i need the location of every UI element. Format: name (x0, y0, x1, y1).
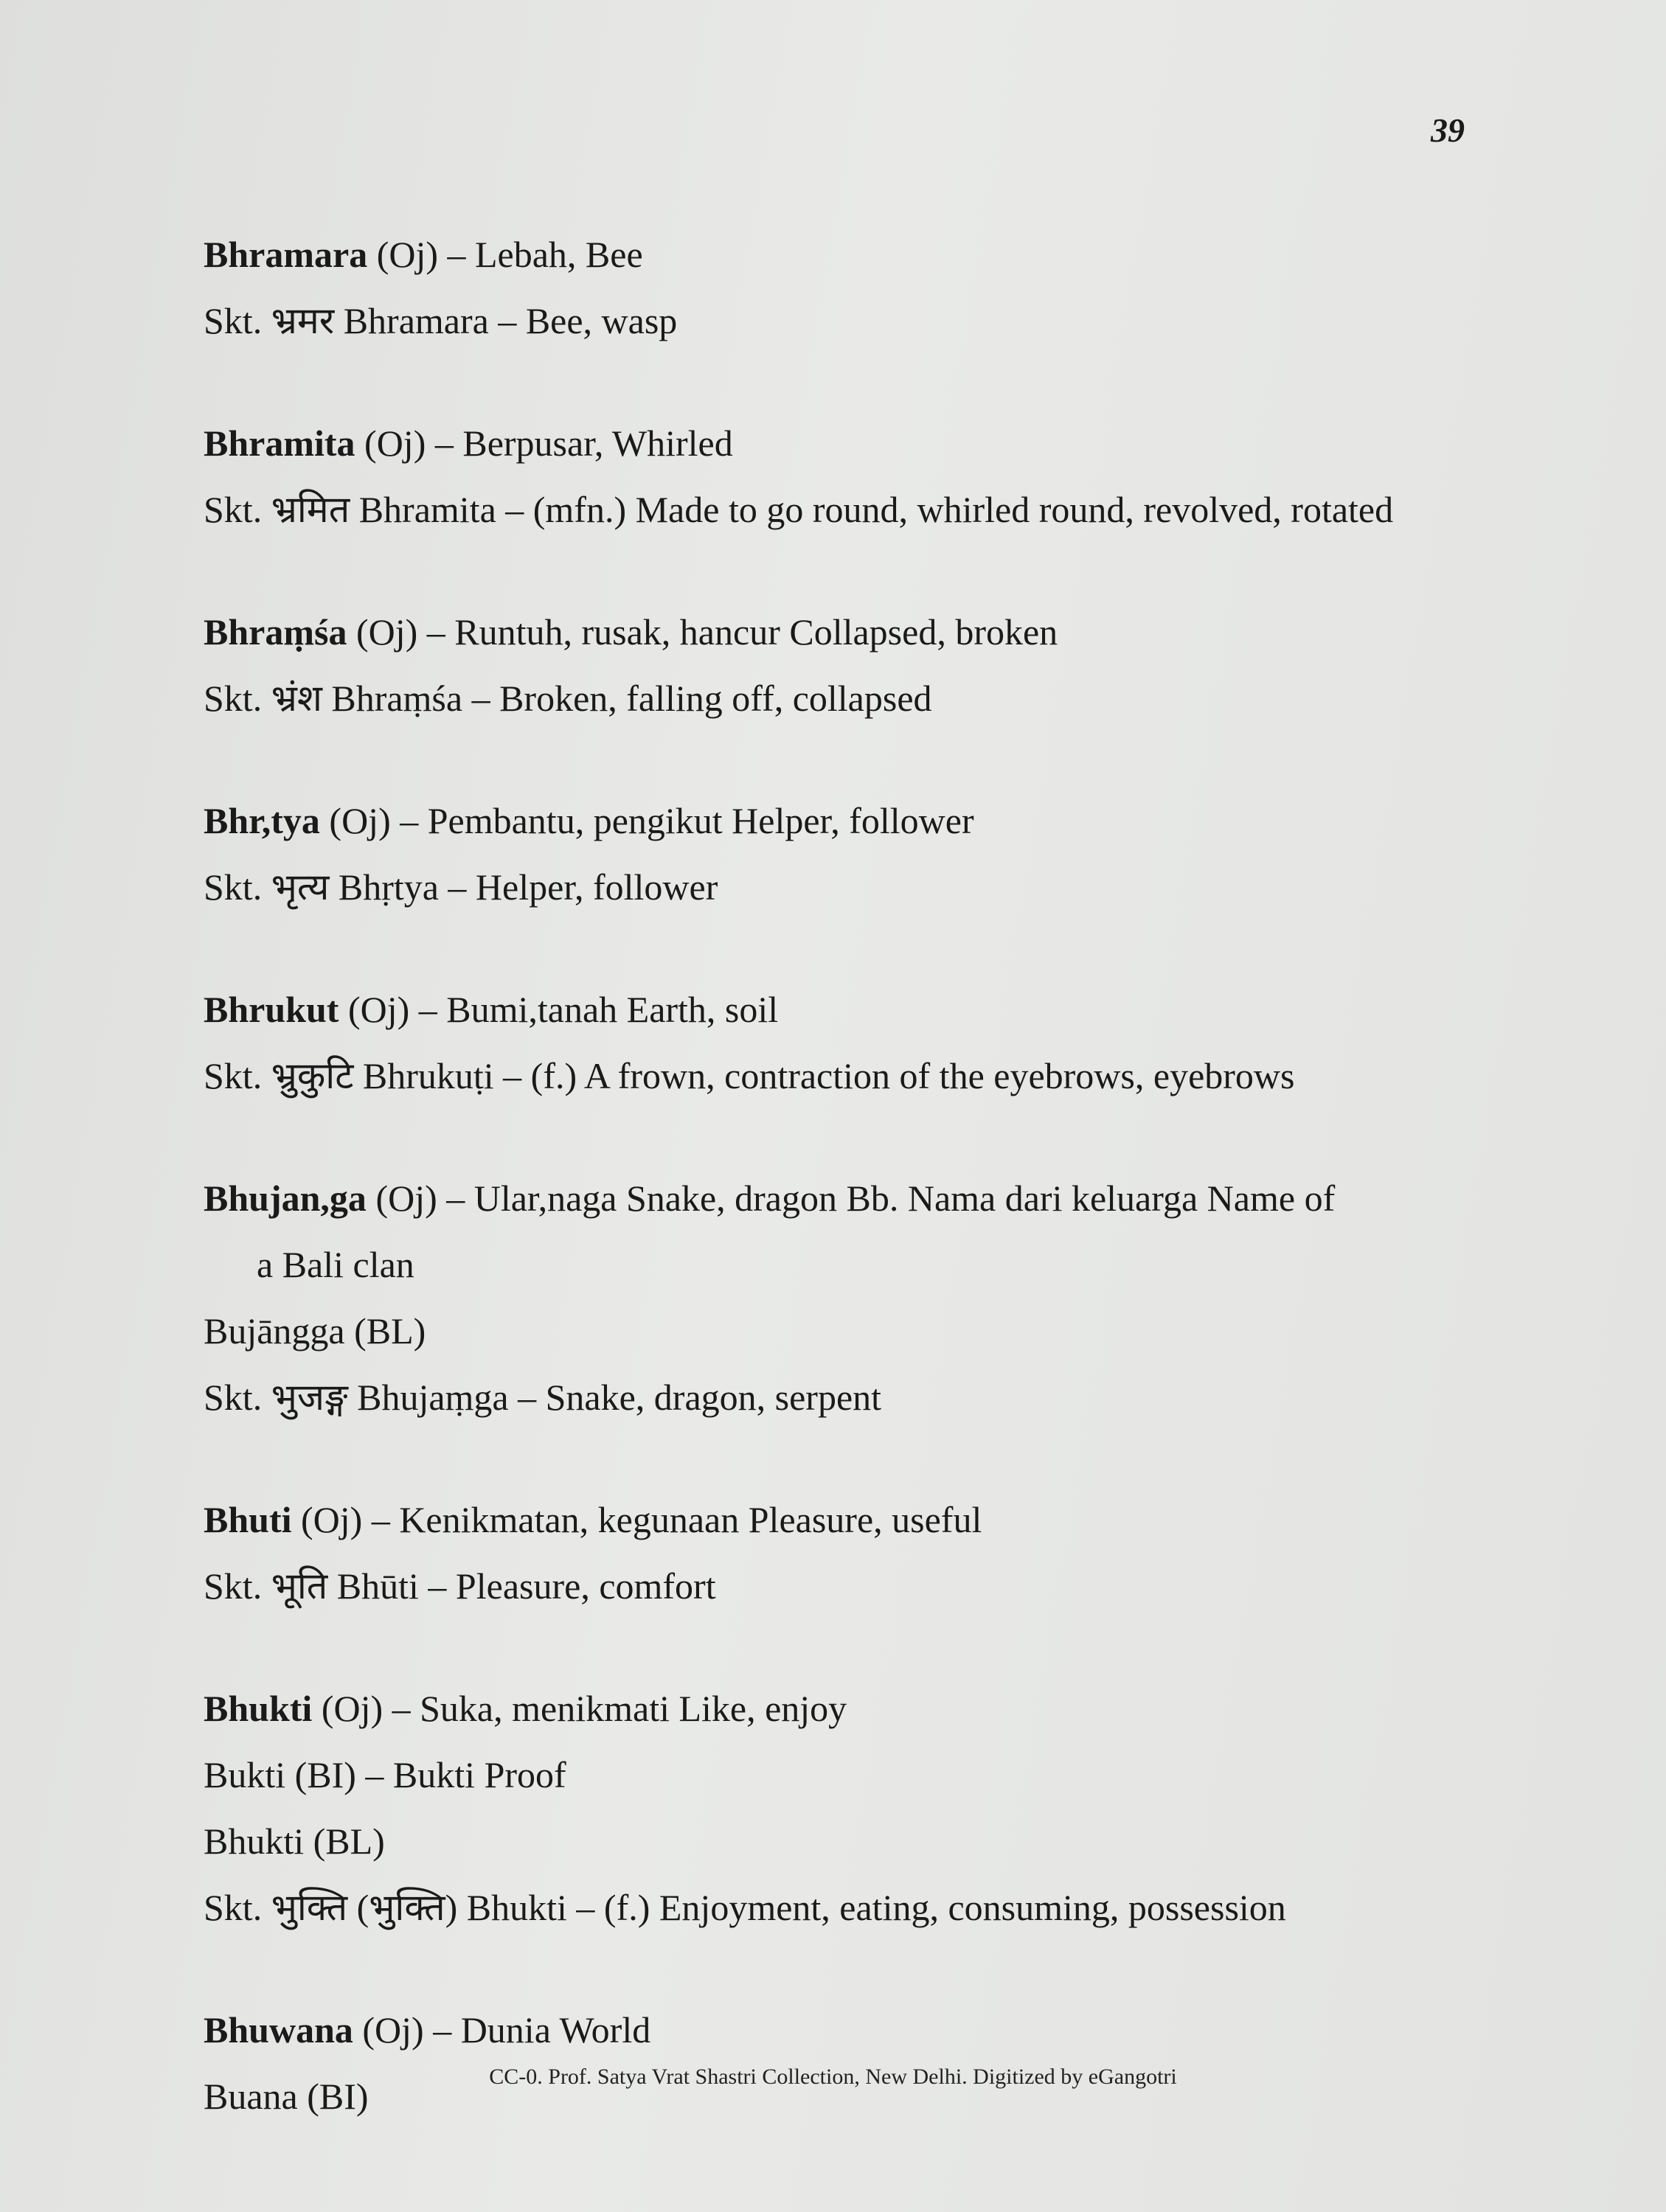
dictionary-entry (204, 1486, 1531, 1619)
dictionary-entry (204, 410, 1531, 543)
dictionary-entry (204, 599, 1531, 731)
entry-headline (204, 410, 1531, 476)
entry-line: Skt. भृत्य Bhṛtya – Helper, follower (204, 866, 718, 908)
headword: Bhukti (204, 1688, 313, 1729)
entry-headline (204, 1486, 1531, 1553)
entry-gloss: (Oj) – Runtuh, rusak, hancur Collapsed, broken (347, 611, 1058, 653)
headword: Bhraṃśa (204, 611, 347, 653)
headword: Bhramara (204, 234, 368, 275)
headword: Bhramita (204, 422, 355, 464)
entry-line: Skt. भुक्ति (भुक्ति) Bhukti – (f.) Enjoyment, eating, consuming, possession (204, 1887, 1286, 1928)
entry-line: Skt. भ्रंश Bhraṃśa – Broken, falling off, collapsed (204, 678, 932, 719)
entry-gloss: (Oj) – Ular,naga Snake, dragon Bb. Nama dari keluarga Name of (366, 1178, 1336, 1219)
page-number: 39 (1431, 111, 1465, 149)
entry-gloss: (Oj) – Berpusar, Whirled (355, 422, 733, 464)
headword: Bhr,tya (204, 800, 320, 841)
entry-gloss: (Oj) – Dunia World (353, 2009, 651, 2051)
entry-line: Bujāngga (BL) (204, 1310, 426, 1352)
entry-gloss: (Oj) – Lebah, Bee (367, 234, 643, 275)
entry-line: Skt. भूति Bhūti – Pleasure, comfort (204, 1565, 716, 1607)
dictionary-entry (204, 976, 1531, 1109)
entry-line: Skt. भ्रमित Bhramita – (mfn.) Made to go round, whirled round, revolved, rotated (204, 489, 1394, 530)
dictionary-entry (204, 221, 1531, 354)
entry-gloss: (Oj) – Suka, menikmati Like, enjoy (312, 1688, 847, 1729)
entry-headline (204, 1165, 1531, 1231)
entry-gloss: (Oj) – Kenikmatan, kegunaan Pleasure, useful (291, 1499, 982, 1540)
dictionary-entries (204, 221, 1531, 2185)
entry-line: Bukti (BI) – Bukti Proof (204, 1754, 566, 1795)
entry-headline (204, 221, 1531, 288)
entry-headline (204, 976, 1531, 1043)
headword: Bhrukut (204, 989, 339, 1030)
dictionary-entry (204, 787, 1531, 920)
dictionary-entry (204, 1675, 1531, 1941)
digitization-footer: CC-0. Prof. Satya Vrat Shastri Collection, New Delhi. Digitized by eGangotri (489, 2065, 1177, 2089)
entry-line: Skt. भुजङ्ग Bhujaṃga – Snake, dragon, serpent (204, 1377, 882, 1418)
entry-gloss: (Oj) – Bumi,tanah Earth, soil (339, 989, 779, 1030)
headword: Bhuwana (204, 2009, 353, 2051)
entry-headline (204, 599, 1531, 665)
entry-line: Skt. भ्रमर Bhramara – Bee, wasp (204, 300, 678, 341)
entry-headline (204, 1675, 1531, 1742)
entry-line: Bhukti (BL) (204, 1820, 385, 1862)
headword: Bhuti (204, 1499, 292, 1540)
dictionary-entry (204, 1997, 1531, 2129)
entry-gloss: (Oj) – Pembantu, pengikut Helper, follower (319, 800, 974, 841)
headword: Bhujan,ga (204, 1178, 367, 1219)
entry-headline (204, 787, 1531, 854)
entry-headline (204, 1997, 1531, 2063)
entry-line: Skt. भ्रुकुटि Bhrukuṭi – (f.) A frown, contraction of the eyebrows, eyebrows (204, 1055, 1295, 1096)
entry-line-continuation: a Bali clan (257, 1244, 414, 1285)
entry-line: Buana (BI) (204, 2076, 369, 2117)
dictionary-entry (204, 1165, 1531, 1430)
